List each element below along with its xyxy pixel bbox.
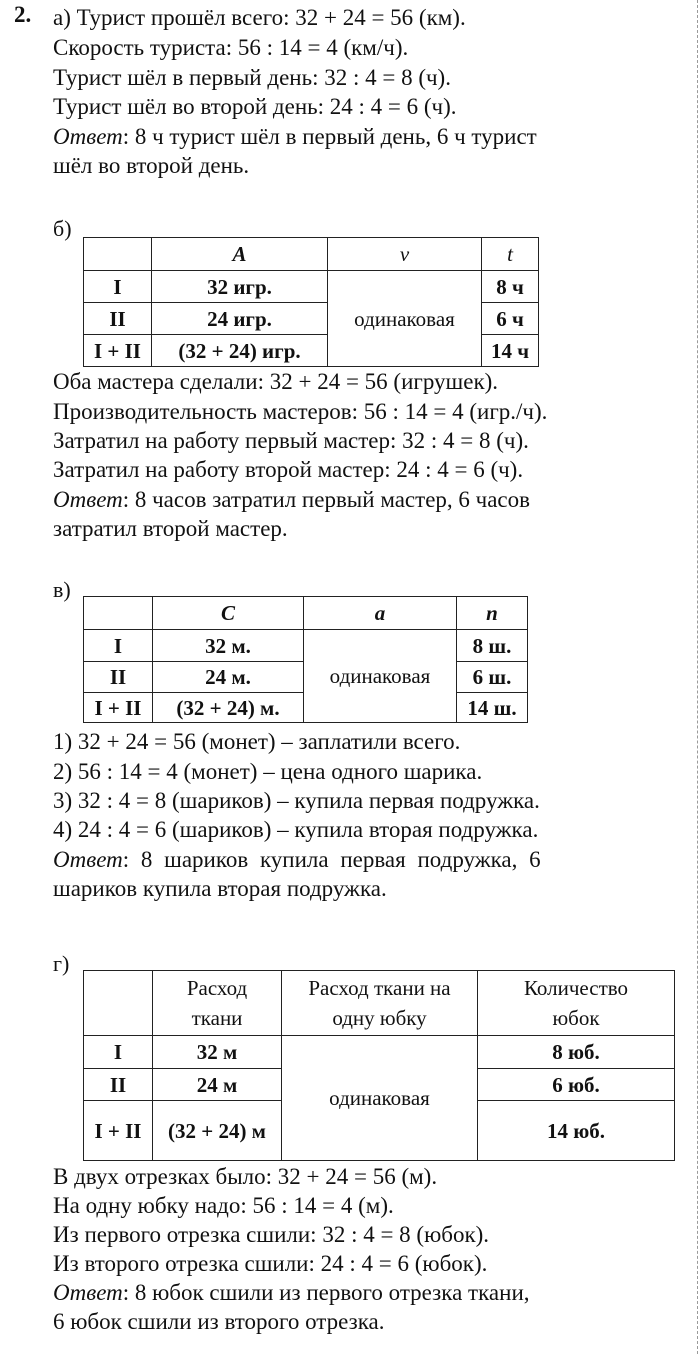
answer-label: Ответ	[53, 487, 123, 512]
table-cell: I	[84, 1036, 153, 1069]
table-header-cell: Расход ткани на одну юбку	[282, 971, 478, 1036]
part-d-line-3: Из первого отрезка сшили: 32 : 4 = 8 (юбок).	[53, 1222, 490, 1247]
answer-label: Ответ	[53, 1280, 123, 1305]
part-c-line-3: 3) 32 : 4 = 8 (шариков) – купила первая подружка.	[53, 788, 540, 813]
table-cell: II	[84, 662, 153, 693]
table-header-cell: a	[304, 597, 457, 630]
part-a-line-4: Турист шёл во второй день: 24 : 4 = 6 (ч).	[53, 94, 457, 119]
part-c-label: в)	[53, 577, 71, 602]
table-cell: 24 м.	[153, 662, 304, 693]
table-cell: 6 ш.	[457, 662, 528, 693]
table-cell: 32 м	[153, 1036, 282, 1069]
part-c-answer-cont: шариков купила вторая подружка.	[53, 876, 387, 901]
table-header-cell: v	[328, 238, 482, 271]
table-cell: I	[84, 271, 152, 303]
part-c-line-1: 1) 32 + 24 = 56 (монет) – заплатили всего.	[53, 729, 461, 754]
part-c-line-2: 2) 56 : 14 = 4 (монет) – цена одного шарика.	[53, 759, 483, 784]
part-b-line-2: Производительность мастеров: 56 : 14 = 4 (игр./ч).	[53, 399, 548, 424]
table-cell-merged: одинаковая	[304, 630, 457, 723]
answer-text: : 8 юбок сшили из первого отрезка ткани,	[122, 1280, 530, 1305]
table-cell: 32 м.	[153, 630, 304, 662]
page-edge-divider	[697, 0, 698, 1354]
part-c-table	[83, 596, 528, 723]
table-cell: 32 игр.	[152, 271, 328, 303]
table-cell: 8 юб.	[478, 1036, 675, 1069]
part-d-table	[83, 970, 675, 1161]
table-cell: I + II	[84, 1101, 153, 1161]
answer-text: : 8 ч турист шёл в первый день, 6 ч турист	[122, 124, 537, 149]
part-a-answer-cont: шёл во второй день.	[53, 153, 250, 178]
answer-label: Ответ	[53, 847, 123, 872]
table-header-cell	[84, 597, 153, 630]
table-cell: 6 юб.	[478, 1069, 675, 1101]
table-header-cell: Расход ткани	[153, 971, 282, 1036]
table-cell: 24 игр.	[152, 303, 328, 335]
part-b-line-3: Затратил на работу первый мастер: 32 : 4 = 8 (ч).	[53, 428, 529, 453]
part-b-label: б)	[53, 216, 72, 241]
table-cell-merged: одинаковая	[328, 271, 482, 367]
part-b-answer	[53, 486, 530, 514]
table-header-cell	[84, 971, 153, 1036]
part-d-line-4: Из второго отрезка сшили: 24 : 4 = 6 (юбок).	[53, 1251, 488, 1276]
problem-number: 2.	[14, 2, 32, 27]
part-a-line-2: Скорость туриста: 56 : 14 = 4 (км/ч).	[53, 35, 409, 60]
table-cell: (32 + 24) м	[153, 1101, 282, 1161]
table-row	[84, 630, 528, 662]
table-header-cell: Количество юбок	[478, 971, 675, 1036]
table-cell: II	[84, 303, 152, 335]
part-d-line-1: В двух отрезках было: 32 + 24 = 56 (м).	[53, 1164, 438, 1189]
part-b-line-4: Затратил на работу второй мастер: 24 : 4 = 6 (ч).	[53, 457, 524, 482]
table-row	[84, 271, 539, 303]
part-b-answer-cont: затратил второй мастер.	[53, 516, 288, 541]
part-a-line-1: а) Турист прошёл всего: 32 + 24 = 56 (км).	[53, 5, 466, 30]
table-header-cell: t	[482, 238, 539, 271]
table-header-cell: C	[153, 597, 304, 630]
part-b-line-1: Оба мастера сделали: 32 + 24 = 56 (игрушек).	[53, 369, 499, 394]
table-cell: 14 ш.	[457, 693, 528, 723]
table-cell: (32 + 24) игр.	[152, 335, 328, 367]
table-cell: II	[84, 1069, 153, 1101]
answer-text: : 8 часов затратил первый мастер, 6 часов	[122, 487, 530, 512]
table-row	[84, 1036, 675, 1069]
answer-label: Ответ	[53, 124, 123, 149]
part-d-line-2: На одну юбку надо: 56 : 14 = 4 (м).	[53, 1193, 394, 1218]
table-header-cell	[84, 238, 152, 271]
part-c-answer	[53, 846, 541, 874]
table-cell: 14 юб.	[478, 1101, 675, 1161]
part-d-answer	[53, 1279, 530, 1307]
table-cell: I + II	[84, 335, 152, 367]
part-a-line-3: Турист шёл в первый день: 32 : 4 = 8 (ч).	[53, 65, 451, 90]
part-b-table	[83, 237, 539, 367]
answer-text: : 8 шариков купила первая подружка, 6	[122, 847, 541, 872]
table-cell: 24 м	[153, 1069, 282, 1101]
table-cell: I	[84, 630, 153, 662]
table-cell: 8 ч	[482, 271, 539, 303]
part-a-answer	[53, 123, 537, 151]
table-cell: 6 ч	[482, 303, 539, 335]
table-cell: (32 + 24) м.	[153, 693, 304, 723]
table-header-cell: A	[152, 238, 328, 271]
part-d-answer-cont: 6 юбок сшили из второго отрезка.	[53, 1309, 385, 1334]
table-cell: I + II	[84, 693, 153, 723]
part-c-line-4: 4) 24 : 4 = 6 (шариков) – купила вторая подружка.	[53, 817, 539, 842]
table-cell-merged: одинаковая	[282, 1036, 478, 1161]
table-cell: 8 ш.	[457, 630, 528, 662]
part-d-label: г)	[53, 951, 70, 976]
table-header-cell: n	[457, 597, 528, 630]
table-cell: 14 ч	[482, 335, 539, 367]
